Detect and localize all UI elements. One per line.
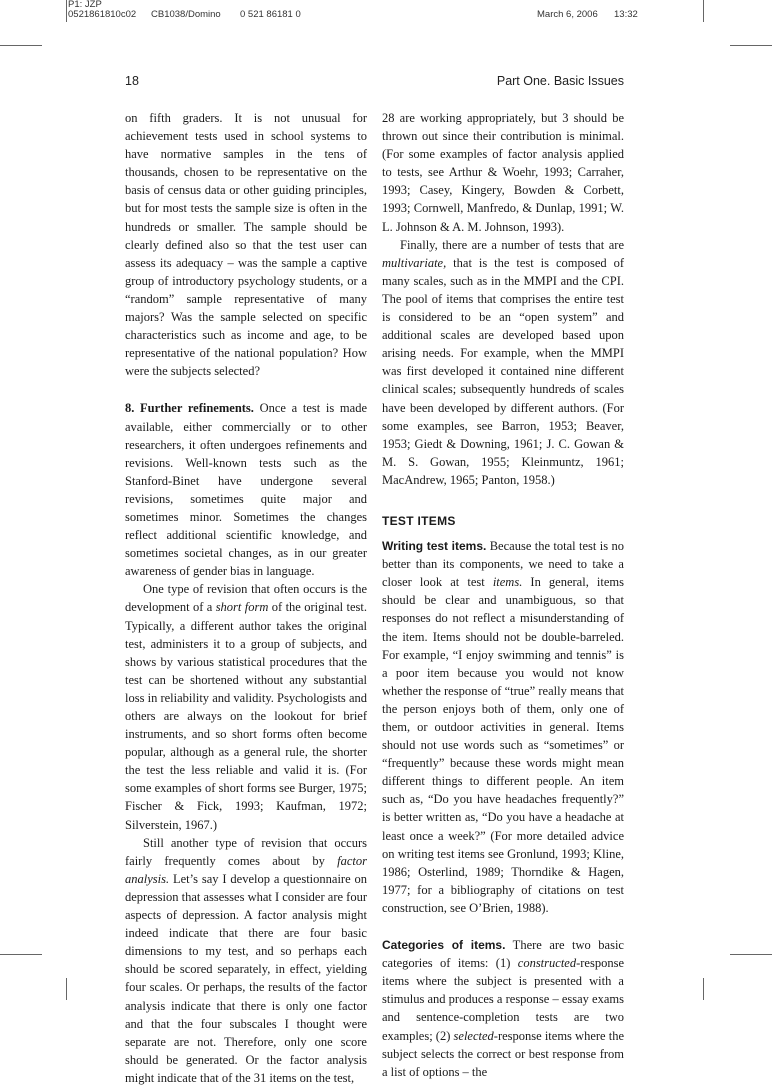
crop-mark-top-right-horizontal [730, 45, 772, 46]
paragraph-categories-of-items: Categories of items. There are two basic categories of items: (1) constructed-response items where the subject is presented with a stimulus and produces a response – essay exams and sentence-completion tests are two examples; (2) selected-response items where the subject selects the correct or best response from a list of options – the [382, 938, 624, 1079]
crop-mark-top-left-horizontal [0, 45, 42, 46]
slug-isbn: 0 521 86181 0 [240, 9, 301, 20]
run-in-heading-writing-test-items: Writing test items. [382, 539, 487, 554]
page-number: 18 [125, 74, 139, 88]
term-constructed: constructed [517, 956, 577, 971]
running-title: Part One. Basic Issues [496, 74, 624, 88]
slug-series: CB1038/Domino [151, 9, 221, 20]
paragraph-factor-analysis: Still another type of revision that occurs fairly frequently comes about by factor analysis. Let’s say I develop a questionnaire on depression that assesses what I consider are four aspects of depression. A factor analysis might indeed indicate that there are four basic dimensions to my test, and so perhaps each should be scored separately, in effect, yielding four scales. Or perhaps, the results of the factor analysis indicate that there is only one factor and that the four subscales I thought were separate are not. Therefore, only one score should be generated. Or the factor analysis might indicate that of the 31 items on the test, [125, 835, 367, 1085]
crop-mark-bottom-right-vertical [703, 978, 704, 1000]
left-column [125, 109, 367, 1087]
term-short-form: short form [215, 600, 269, 615]
paragraph-normative-samples: on fifth graders. It is not unusual for achievement tests used in school systems to have normative samples in the tens of thousands, chosen to be representative on the basis of census data or other guiding principles, but for most tests the sample size is often in the hundreds or smaller. The sample should be clearly defined also so that the test user can assess its adequacy – was the sample a captive group of introductory psychology students, or a “random” sample representative of many majors? Was the sample selected on specific characteristics such as income and age, to be representative of the national population? How were the subjects selected? [125, 111, 367, 379]
paragraph-factor-analysis-continued: 28 are working appropriately, but 3 should be thrown out since their contribution is minimal. (For some examples of factor analysis applied to tests, see Arthur & Woehr, 1993; Carraher, 1993; Casey, Kingery, Bowden & Corbett, 1993; Cornwell, Manfredo, & Dunlap, 1991; W. L. Johnson & A. M. Johnson, 1993). [382, 111, 624, 234]
right-column [382, 109, 624, 1081]
term-items: items. [492, 575, 523, 590]
crop-mark-top-left-vertical [66, 0, 67, 22]
crop-mark-bottom-left-vertical [66, 978, 67, 1000]
crop-mark-bottom-left-horizontal [0, 954, 42, 955]
run-in-heading-further-refinements: 8. Further refinements. [125, 401, 254, 416]
slug-line1: P1: JZP [68, 0, 102, 10]
crop-mark-bottom-right-horizontal [730, 954, 772, 955]
crop-mark-top-right-vertical [703, 0, 704, 22]
term-multivariate: multivariate, [382, 255, 447, 270]
term-selected: selected [453, 1028, 494, 1043]
paragraph-short-form: One type of revision that often occurs is the development of a short form of the original test. Typically, a different author takes the original test, administers it to a group of subjects, and shows by various statistical procedures that the test can be shortened without any substantial loss in reliability and validity. Psychologists and others are always on the lookout for brief instruments, and so short forms often become popular, although as a general rule, the shorter the test the less reliable and valid it is. (For some examples of short forms see Burger, 1975; Fischer & Fick, 1993; Kaufman, 1972; Silverstein, 1967.) [125, 582, 367, 832]
slug-code: 0521861810c02 [68, 9, 137, 20]
term-factor-analysis: factor analysis. [125, 853, 367, 886]
run-in-heading-categories-of-items: Categories of items. [382, 938, 506, 953]
slug-time: 13:32 [614, 9, 638, 20]
paragraph-multivariate: Finally, there are a number of tests that are multivariate, that is the test is composed of many scales, such as in the MMPI and the CPI. The pool of items that comprises the entire test is considered to be an “open system” and additional scales are developed based upon arising needs. For example, when the MMPI was first developed it contained nine different clinical scales; subsequently hundreds of scales have been developed by different authors. (For some examples, see Barron, 1953; Beaver, 1953; Giedt & Downing, 1961; J. C. Gowan & M. S. Gowan, 1955; Kleinmuntz, 1961; MacAndrew, 1965; Panton, 1958.) [382, 237, 624, 487]
section-heading-test-items: TEST ITEMS [382, 513, 456, 528]
paragraph-writing-test-items: Writing test items. Because the total test is no better than its components, we need to take a closer look at test items. In general, items should be clear and unambiguous, so that responses do not reflect a misunderstanding of the item. Items should not be double-barreled. For example, “I enjoy swimming and tennis” is a poor item because you would not know whether the response of “true” really means that the person enjoys both of them, only one of them, or outdoor activities in general. Items should not use words such as “sometimes” or “frequently” because these words might mean different things to different people. An item such as, “Do you have headaches frequently?” is better written as, “Do you have a headache at least once a week?” (For more detailed advice on writing test items see Gronlund, 1993; Kline, 1986; Osterlind, 1989; Thorndike & Hagen, 1977; for a bibliography of citations on test construction, see O’Brien, 1988). [382, 539, 624, 915]
paragraph-further-refinements: 8. Further refinements. Once a test is made available, either commercially or to other researchers, it often undergoes refinements and revisions. Well-known tests such as the Stanford-Binet have undergone several revisions, sometimes quite major and sometimes minor. Sometimes the changes reflect additional scientific knowledge, and sometimes societal changes, as in our greater awareness of gender bias in language. [125, 401, 367, 579]
slug-date: March 6, 2006 [537, 9, 598, 20]
